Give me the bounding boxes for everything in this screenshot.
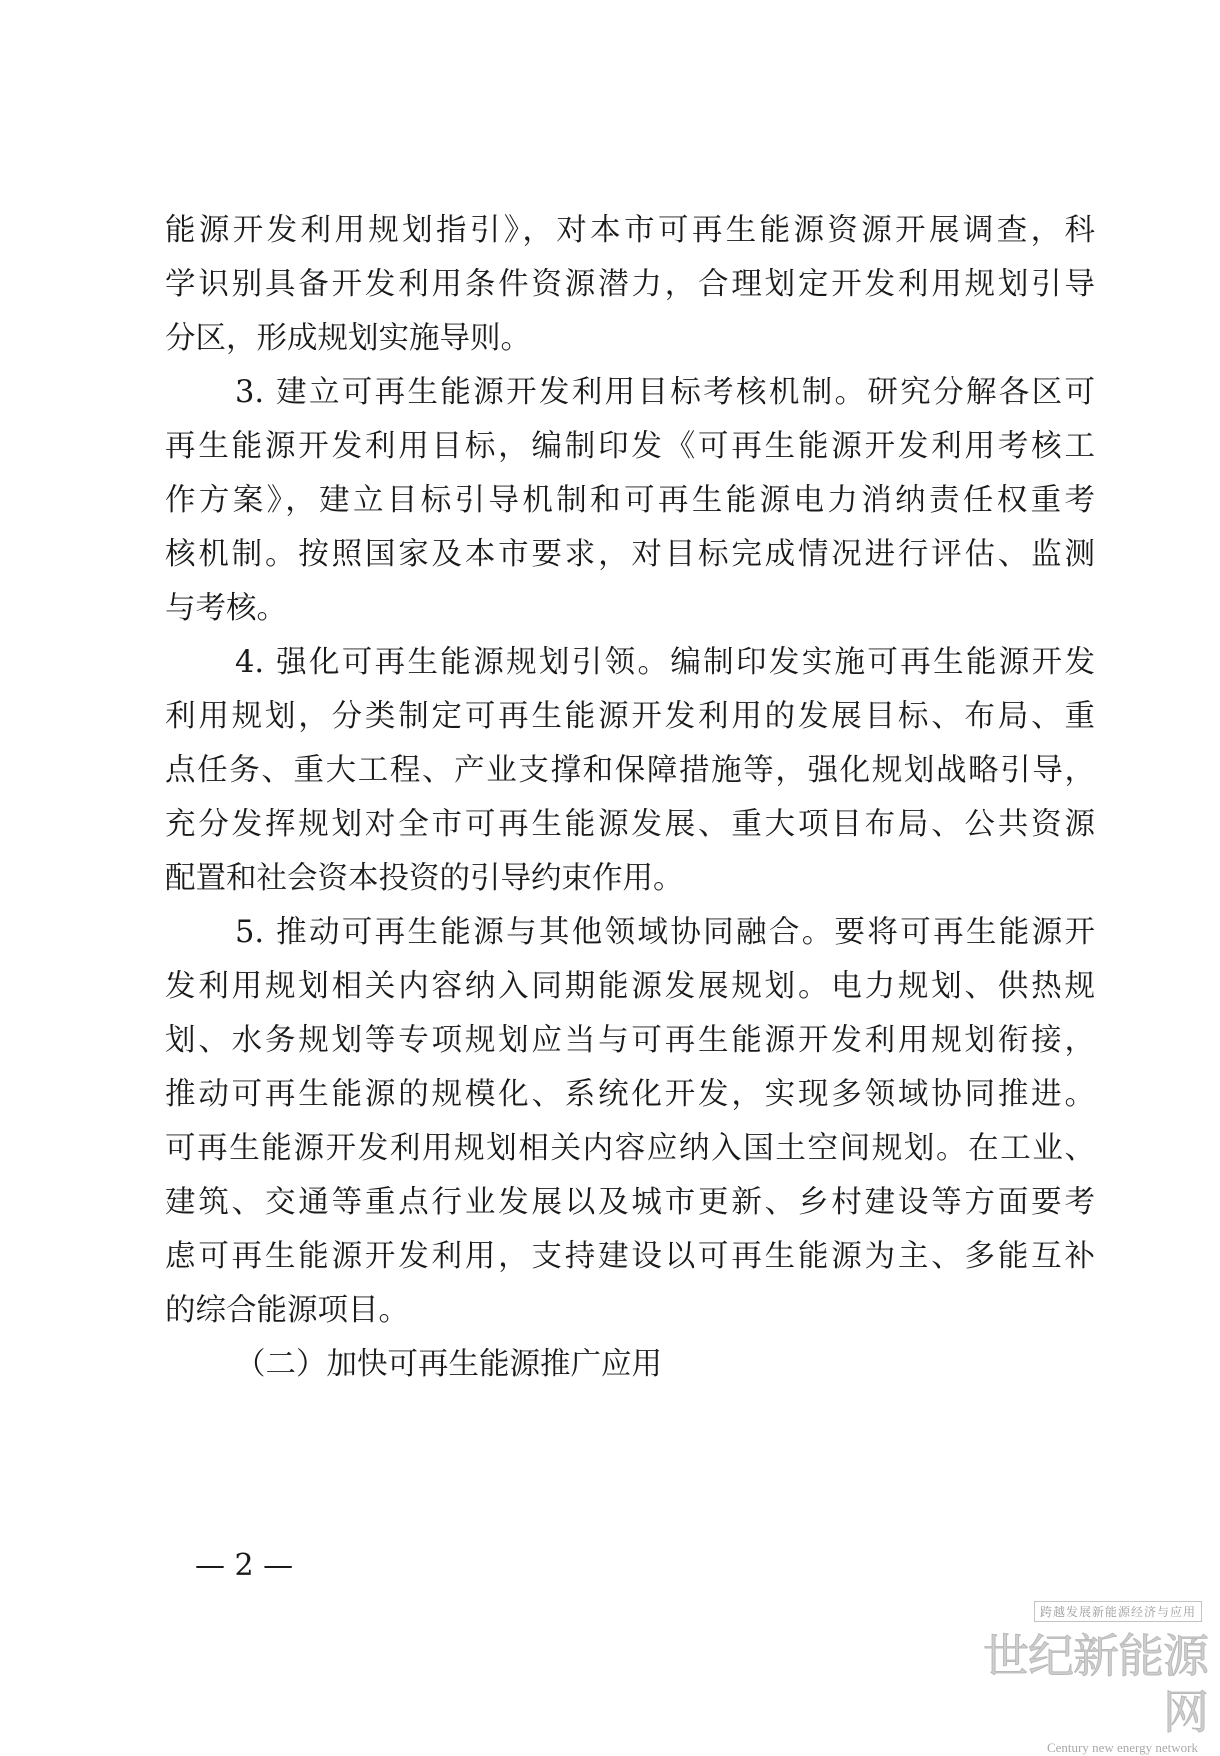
- body-text-line: 作方案》，建立目标引导机制和可再生能源电力消纳责任权重考: [165, 483, 1095, 518]
- body-text-line: 点任务、重大工程、产业支撑和保障措施等，强化规划战略引导，: [165, 753, 1095, 788]
- watermark-name: 世纪新能源网: [983, 1629, 1208, 1739]
- body-text-line: 发利用规划相关内容纳入同期能源发展规划。电力规划、供热规: [165, 969, 1095, 1004]
- body-text-line: 建筑、交通等重点行业发展以及城市更新、乡村建设等方面要考: [165, 1185, 1095, 1220]
- body-text-line: 的综合能源项目。: [165, 1293, 409, 1328]
- body-text-line: 再生能源开发利用目标，编制印发《可再生能源开发利用考核工: [165, 429, 1095, 464]
- page-number: — 2 —: [195, 1548, 294, 1583]
- body-text-line: 推动可再生能源的规模化、系统化开发，实现多领域协同推进。: [165, 1077, 1095, 1112]
- paragraph-4-first-line: 4. 强化可再生能源规划引领。编制印发实施可再生能源开发: [235, 645, 1095, 680]
- body-text-line: 核机制。按照国家及本市要求，对目标完成情况进行评估、监测: [165, 537, 1095, 572]
- paragraph-5-first-line: 5. 推动可再生能源与其他领域协同融合。要将可再生能源开: [235, 915, 1095, 950]
- body-text-line: 能源开发利用规划指引》，对本市可再生能源资源开展调查，科: [165, 213, 1095, 248]
- body-text-line: 分区，形成规划实施导则。: [165, 321, 531, 356]
- watermark-slogan: 跨越发展新能源经济与应用: [1034, 1601, 1202, 1622]
- watermark-logo: [968, 1601, 1208, 1755]
- body-text-line: 学识别具备开发利用条件资源潜力，合理划定开发利用规划引导: [165, 267, 1095, 302]
- section-heading: （二）加快可再生能源推广应用: [235, 1347, 662, 1382]
- body-text-line: 虑可再生能源开发利用，支持建设以可再生能源为主、多能互补: [165, 1239, 1095, 1274]
- body-text-line: 与考核。: [165, 591, 287, 626]
- body-text-line: 充分发挥规划对全市可再生能源发展、重大项目布局、公共资源: [165, 807, 1095, 842]
- watermark-english: Century new energy network: [1046, 1740, 1198, 1755]
- body-text-line: 配置和社会资本投资的引导约束作用。: [165, 861, 684, 896]
- body-text-line: 可再生能源开发利用规划相关内容应纳入国土空间规划。在工业、: [165, 1131, 1095, 1166]
- body-text-line: 利用规划，分类制定可再生能源开发利用的发展目标、布局、重: [165, 699, 1095, 734]
- paragraph-3-first-line: 3. 建立可再生能源开发利用目标考核机制。研究分解各区可: [235, 375, 1095, 410]
- body-text-line: 划、水务规划等专项规划应当与可再生能源开发利用规划衔接，: [165, 1023, 1095, 1058]
